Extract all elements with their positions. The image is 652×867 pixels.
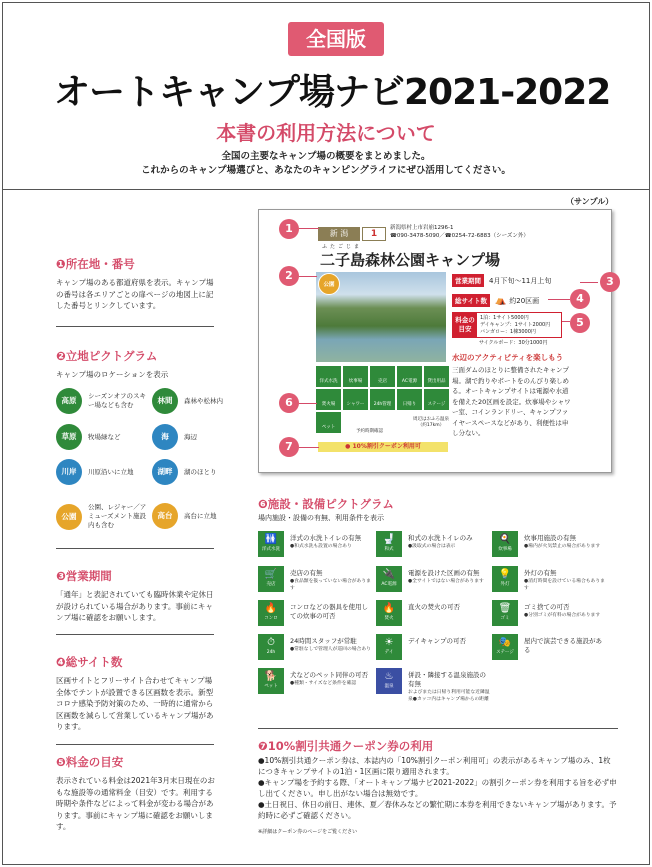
facility-icon [492, 531, 518, 557]
divider [56, 634, 214, 635]
coupon-body [258, 755, 618, 821]
facility-label: 炊事用施設の有無 [524, 534, 576, 542]
facility-text [524, 600, 606, 619]
intro-text [0, 150, 652, 178]
facility-glyph: 🔥 [264, 603, 278, 614]
section-body: キャンプ場のある都道府県を表示。キャンプ場の番号は各エリアごとの扉ページの地図上に記した番号とリンクしています。 [56, 278, 214, 310]
sample-facility-icon: 炊事場 [343, 366, 368, 387]
sample-campsite-name: 二子島森林公園キャンプ場 [320, 251, 501, 269]
facility-icon [376, 600, 402, 626]
facility-subtitle: 場内施設・設備の有無、利用条件を表示 [258, 514, 384, 522]
sample-facility-icon: 焚火場 [316, 389, 341, 410]
facility-glyph: 🎭 [498, 637, 512, 648]
section-body: 「通年」と表記されていても臨時休業や定休日が設けられている場合があります。事前にキャンプ場に確認をお願いします。 [56, 590, 214, 622]
facility-item [492, 531, 606, 557]
callout-line [299, 276, 317, 277]
section-location-number [56, 256, 216, 312]
sample-pr-title: 水辺のアクティビティを楽しもう [452, 353, 564, 362]
facility-label: デイキャンプの可否 [408, 637, 467, 645]
callout-pin: 1 [279, 219, 299, 239]
sample-facility-icon: 売店 [370, 366, 395, 387]
facility-glyph: 🍳 [498, 534, 512, 545]
sample-address-line: 新潟県村上市岩崩1296-1 [390, 225, 454, 231]
callout-pin: 6 [279, 393, 299, 413]
callout-pin: 5 [570, 313, 590, 333]
facility-text [290, 531, 372, 550]
facility-icon [258, 600, 284, 626]
location-icon: 高原 [56, 388, 82, 414]
location-desc: 森林や松林内 [184, 396, 223, 405]
location-item [56, 459, 148, 485]
facility-icon-label: コンロ [264, 616, 278, 621]
sample-address [390, 224, 529, 240]
divider [56, 326, 214, 327]
facility-item [376, 531, 490, 557]
facility-label: ゴミ捨ての可否 [524, 603, 570, 611]
callout-pin: 3 [600, 272, 620, 292]
facility-note: ●場内が火気禁止の場合があります [524, 544, 601, 549]
facility-item [376, 668, 490, 703]
callout-line [562, 321, 570, 322]
facility-item [376, 634, 490, 660]
facility-note: ●和式水洗も設置の場合あり [290, 544, 352, 549]
facility-icon-label: ペット [264, 684, 278, 689]
location-item [152, 388, 244, 414]
facility-item [492, 634, 606, 660]
facility-item [258, 531, 372, 557]
facility-note: ●食品類を扱っていない場合があります [290, 579, 371, 591]
facility-icon [492, 600, 518, 626]
facility-icon [376, 634, 402, 660]
sample-facility-icon: シャワー [343, 389, 368, 410]
sample-period-row [452, 274, 551, 287]
sample-number: 1 [362, 227, 386, 241]
callout-line [299, 228, 319, 229]
facility-icon-label: 焚火 [384, 616, 394, 621]
location-desc: 高台に立地 [184, 511, 217, 520]
sample-facility-icon: AC電源 [397, 366, 422, 387]
section-title: ❹総サイト数 [56, 655, 123, 669]
location-icon: 草原 [56, 424, 82, 450]
callout-pin: 4 [570, 289, 590, 309]
facility-text [290, 634, 372, 653]
location-icon: 湖畔 [152, 459, 178, 485]
facility-label: 直火の焚火の可否 [408, 603, 460, 611]
sample-onsen: 周辺はおふろ温泉（約17km） [413, 417, 449, 428]
divider [56, 548, 214, 549]
callout-line [548, 299, 570, 300]
facility-label: 電源を設けた区画の有無 [408, 569, 480, 577]
facility-icon-label: AC電源 [381, 582, 397, 587]
section-body: 表示されている料金は2021年3月末日現在のおもな施設等の通常料金（目安）です。利用する時期や条件などによって料金が変わる場合があります。事前にキャンプ場に確認をお願いします。 [56, 776, 215, 831]
header-divider [2, 189, 650, 190]
facility-text [290, 668, 372, 687]
coupon-rule: ●土日祝日、休日の前日、連休、夏／春休みなどの繁忙期に本券を利用できないキャンプ場があります。予約時に必ずご確認ください。 [258, 800, 617, 820]
sample-coupon-strip: ● 10%割引クーポン利用可 [318, 442, 448, 452]
facility-label: 売店の有無 [290, 569, 323, 577]
facility-label: 屋内で演芸できる施設がある [524, 637, 602, 654]
facility-item [376, 566, 490, 592]
location-desc: 川原沿いに立地 [88, 467, 134, 476]
page-subtitle: 本書の利用方法について [216, 121, 436, 145]
location-item [56, 388, 148, 414]
facility-note: ●消灯時間を設けている場合もあります [524, 579, 605, 591]
facility-label: 外灯の有無 [524, 569, 557, 577]
intro-line-2: これからのキャンプ場選びと、あなたのキャンピングライフにぜひ活用してください。 [141, 165, 511, 176]
facility-icon-label: ステージ [496, 650, 514, 655]
facility-label: 併設・隣接する温泉施設の有無 [408, 671, 486, 688]
location-item [152, 503, 244, 529]
facility-text [408, 634, 490, 646]
section-business-period [56, 568, 216, 624]
facility-icon [258, 531, 284, 557]
callout-line [299, 447, 319, 448]
facility-note: ●常駐なしで管理人が巡回の場合あり [290, 647, 371, 652]
facility-icon-label: 売店 [266, 582, 276, 587]
page-title: オートキャンプ場ナビ2021-2022 [54, 72, 611, 113]
section-fee-guide [56, 754, 216, 833]
sample-facility-icon: 24h管理 [370, 389, 395, 410]
sites-tag: 総サイト数 [452, 294, 490, 307]
fee-line: サイクルボード：30分1000円 [479, 340, 548, 346]
facility-text [290, 566, 372, 592]
location-item [56, 503, 148, 530]
facility-icon [492, 566, 518, 592]
fee-tag: 料金の目安 [453, 313, 477, 337]
facility-item [492, 566, 606, 592]
period-value: 4月下旬～11月上旬 [489, 276, 552, 285]
fee-line: 1泊：1サイト5000円 [480, 315, 529, 321]
section-title: ❷立地ピクトグラム [56, 349, 158, 363]
facility-text [408, 531, 490, 550]
sample-facility-icon: 貸出用品 [424, 366, 449, 387]
facility-glyph: 🚻 [264, 534, 278, 545]
sample-wait: 予約時期確認 [356, 429, 383, 434]
facility-item [376, 600, 490, 626]
facility-glyph: ⏱ [267, 637, 275, 648]
coupon-strip-text: 10%割引クーポン利用可 [352, 443, 421, 450]
facility-icon [376, 531, 402, 557]
facility-item [258, 566, 372, 592]
location-desc: 海辺 [184, 432, 197, 441]
coupon-rule: ●10%割引共通クーポン券は、本誌内の「10%割引クーポン利用可」の表示があるキャンプ場のみ、1枚につきキャンプサイトの1泊・1区画に限り適用されます。 [258, 756, 611, 776]
facility-icon-label: 和式 [384, 547, 394, 552]
facility-text [408, 566, 490, 585]
coupon-rule: ●キャンプ場を予約する際、「オートキャンプ場ナビ2021-2022」の割引クーポン券を利用する旨を必ず申し出てください。申し出がない場合は無効です。 [258, 778, 617, 798]
facility-glyph: 🔥 [382, 603, 396, 614]
facility-note: ●全サイトではない場合があります [408, 579, 484, 584]
facility-item [258, 668, 372, 694]
facility-icon-label: 洋式水洗 [262, 547, 280, 552]
sample-park-badge: 公園 [318, 273, 340, 295]
tent-icon: ⛺ [495, 295, 507, 306]
facility-glyph: 🐕 [264, 671, 278, 682]
period-tag: 営業期間 [452, 274, 484, 287]
location-icon: 公園 [56, 504, 82, 530]
coupon-note: ※詳細はクーポン券のページをご覧ください [258, 829, 358, 835]
facility-item [258, 600, 372, 626]
callout-line [299, 403, 317, 404]
divider [258, 728, 618, 729]
facility-text [290, 600, 372, 621]
sample-facility-icon: 洋式水洗 [316, 366, 341, 387]
sample-phone-line: ☎090-3478-5090／☎0254-72-6883（シーズン外） [390, 233, 529, 239]
sample-facility-icon: ステージ [424, 389, 449, 410]
section-total-sites [56, 654, 216, 733]
section-title: ❸営業期間 [56, 569, 112, 583]
facility-note: およびまたは日帰り利用可能な近隣温泉●カッコ内はキャンプ場からの距離 [408, 690, 490, 702]
divider [56, 744, 214, 745]
facility-note: ●種類・サイズなど条件を確認 [290, 681, 357, 686]
facility-text [524, 531, 606, 550]
sample-pr-body: 三面ダムのほとりに整備されたキャンプ場。湖で釣りやボートをのんびり楽しめる。オートキャンプサイトは電源や水道を備えた20区画を設定。炊事場やシャワー室、コインランドリー、キャンプファイヤースペースなどがあり、利便性は申し分ない。 [452, 366, 571, 437]
facility-note: ●汲取式の場合は表示 [408, 544, 456, 549]
facility-glyph: 🚽 [382, 534, 396, 545]
facility-icon [376, 566, 402, 592]
facility-note: ●分別ゴミが有料の場合があります [524, 613, 601, 618]
sample-fee-box [452, 312, 562, 338]
edition-badge: 全国版 [288, 22, 384, 56]
facility-glyph: 🛒 [264, 569, 278, 580]
facility-icon [258, 668, 284, 694]
facility-label: コンロなどの器具を使用しての炊事の可否 [290, 603, 368, 620]
facility-label: 24時間スタッフが常駐 [290, 637, 357, 645]
callout-pin: 7 [279, 437, 299, 457]
facility-text [524, 634, 606, 655]
location-desc: 牧場緑など [88, 432, 121, 441]
sample-label: （サンプル） [566, 197, 614, 206]
facility-glyph: ☀ [384, 637, 394, 648]
facility-icon-label: 24h [266, 650, 276, 655]
coupon-title: ❼10%割引共通クーポン券の利用 [258, 739, 434, 753]
sample-sites-row [452, 294, 539, 307]
facility-item [492, 600, 606, 626]
location-item [152, 424, 244, 450]
sample-ruby: ふたごじま [322, 244, 363, 250]
sample-facility-icon: 日帰り [397, 389, 422, 410]
facility-icon-label: 炊事場 [498, 547, 512, 552]
facility-text [524, 566, 606, 592]
facility-glyph: ♨ [384, 671, 394, 682]
facility-icon [258, 634, 284, 660]
facility-glyph: 🗑 [498, 603, 512, 614]
callout-line [580, 282, 598, 283]
location-icon: 川岸 [56, 459, 82, 485]
sites-value: 約20区画 [509, 296, 540, 305]
facility-icon-label: 外灯 [500, 582, 510, 587]
section-location-pictogram [56, 348, 216, 381]
sample-facility-icon: ペット [316, 412, 341, 433]
facility-label: 犬などのペット同伴の可否 [290, 671, 368, 679]
section-body: キャンプ場のロケーションを表示 [56, 370, 169, 379]
callout-pin: 2 [279, 266, 299, 286]
location-desc: シーズンオフのスキー場なども含む [88, 392, 146, 409]
location-icon: 林間 [152, 388, 178, 414]
section-title: ❺料金の目安 [56, 755, 124, 769]
facility-title: ❻施設・設備ピクトグラム [258, 497, 394, 511]
fee-line: デイキャンプ：1サイト2000円 [480, 322, 551, 328]
facility-label: 洋式の水洗トイレの有無 [290, 534, 362, 542]
facility-icon [492, 634, 518, 660]
location-item [152, 459, 244, 485]
section-body: 区画サイトとフリーサイト合わせてキャンプ場全体でテントが設置できる区画数を表示。新型コロナ感染予防対策のため、一時的に通常から区画数を減らして営業しているキャンプ場があります。 [56, 676, 214, 731]
facility-icon [376, 668, 402, 694]
location-icon: 海 [152, 424, 178, 450]
facility-text [408, 668, 490, 703]
location-item [56, 424, 148, 450]
facility-icon-label: 温泉 [384, 684, 394, 689]
location-icon: 高台 [152, 503, 178, 529]
location-desc: 湖のほとり [184, 467, 217, 476]
facility-text [408, 600, 490, 612]
facility-item [258, 634, 372, 660]
sample-prefecture: 新 潟 [318, 227, 360, 241]
facility-glyph: 💡 [498, 569, 512, 580]
fee-text [477, 313, 553, 337]
facility-icon-label: ゴミ [500, 616, 510, 621]
intro-line-1: 全国の主要なキャンプ場の概要をまとめました。 [221, 151, 431, 162]
facility-icon-label: デイ [384, 650, 394, 655]
fee-line: バンガロー：1棟3000円 [480, 329, 536, 335]
facility-glyph: 🔌 [382, 569, 396, 580]
section-title: ❶所在地・番号 [56, 257, 135, 271]
facility-icon [258, 566, 284, 592]
location-desc: 公園、レジャー／アミューズメント施設内も含む [88, 503, 147, 529]
facility-label: 和式の水洗トイレのみ [408, 534, 473, 542]
